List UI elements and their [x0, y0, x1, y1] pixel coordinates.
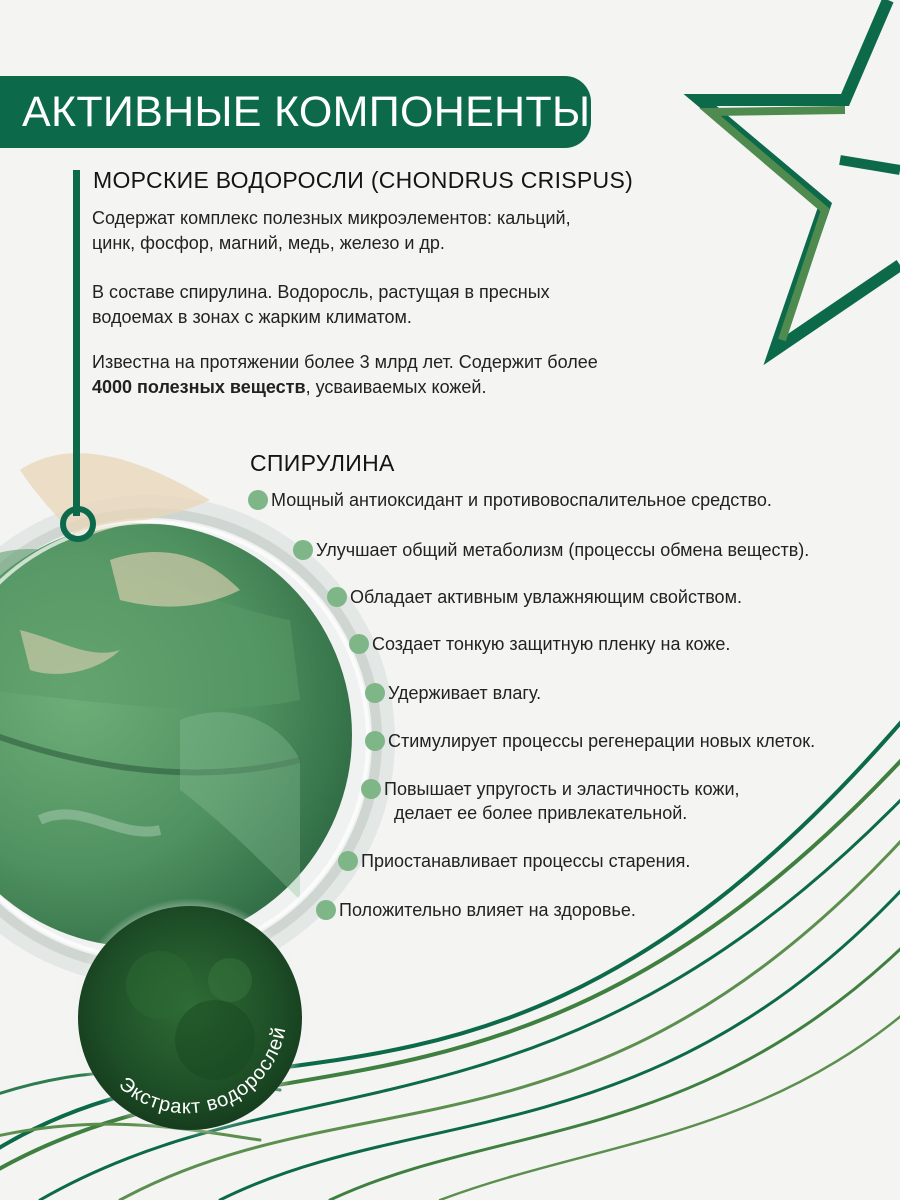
list-item: Повышает упругость и эластичность кожи, делает ее более привлекательной. [361, 777, 740, 827]
list-item: Обладает активным увлажняющим свойством. [327, 585, 742, 609]
spirulina-title: СПИРУЛИНА [250, 450, 395, 476]
list-item: Стимулирует процессы регенерации новых клеток. [365, 729, 815, 753]
bullet-dot-icon [361, 779, 381, 799]
bullet-dot-icon [327, 587, 347, 607]
bullet-dot-icon [293, 540, 313, 560]
accent-line [73, 170, 80, 516]
bullet-dot-icon [338, 851, 358, 871]
seaweed-paragraph-2: В составе спирулина. Водоросль, растущая в пресных водоемах в зонах с жарким климатом. [92, 282, 550, 327]
page-title: АКТИВНЫЕ КОМПОНЕНТЫ [22, 88, 591, 136]
page-title-banner [0, 76, 591, 148]
accent-ring [60, 506, 96, 542]
spirulina-powder-image [70, 898, 310, 1138]
list-item: Удерживает влагу. [365, 681, 541, 705]
extract-label: Экстракт водорослей [114, 1024, 291, 1119]
bullet-dot-icon [365, 683, 385, 703]
seaweed-paragraph-1: Содержат комплекс полезных микроэлементов: кальций, цинк, фосфор, магний, медь, железо и др. [92, 208, 571, 253]
list-item: Создает тонкую защитную пленку на коже. [349, 632, 730, 656]
star-decoration [700, 0, 900, 350]
list-item: Мощный антиоксидант и противовоспалительное средство. [248, 488, 772, 512]
bullet-dot-icon [365, 731, 385, 751]
seaweed-paragraph-3: Известна на протяжении более 3 млрд лет. Содержит более 4000 полезных веществ, усваиваемых кожей. [92, 352, 598, 397]
bullet-dot-icon [316, 900, 336, 920]
list-item: Улучшает общий метаболизм (процессы обмена веществ). [293, 538, 809, 562]
list-item: Приостанавливает процессы старения. [338, 849, 690, 873]
highlight-text: 4000 полезных веществ [92, 377, 306, 397]
bullet-dot-icon [349, 634, 369, 654]
bullet-dot-icon [248, 490, 268, 510]
seaweed-title: МОРСКИЕ ВОДОРОСЛИ (CHONDRUS CRISPUS) [93, 167, 634, 193]
list-item: Положительно влияет на здоровье. [316, 898, 636, 922]
